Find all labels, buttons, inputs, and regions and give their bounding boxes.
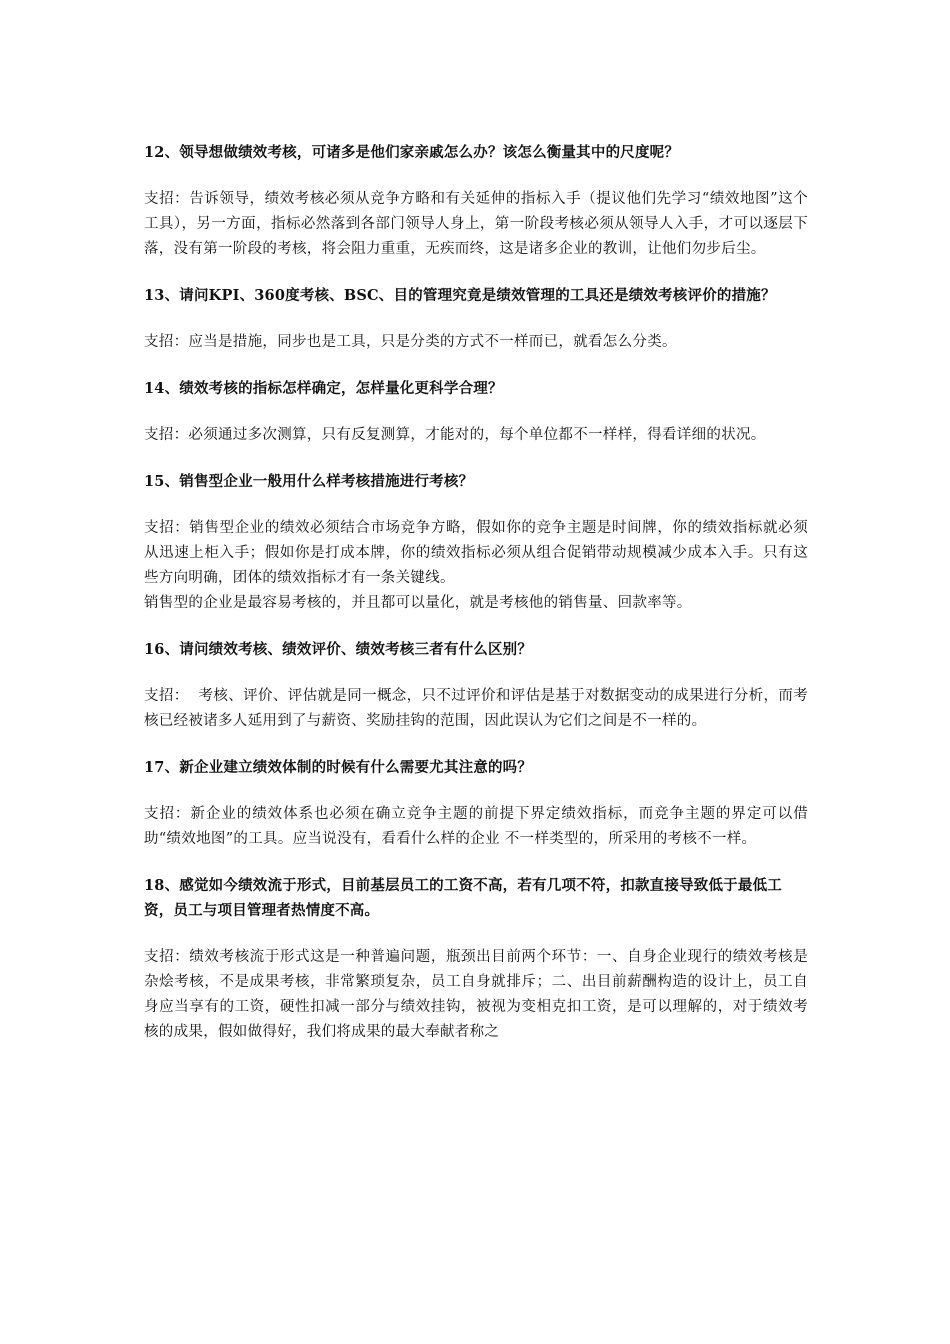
answer-14 [144, 423, 808, 448]
question-16: 16、请问绩效考核、绩效评价、绩效考核三者有什么区别？ [144, 641, 533, 658]
qa-item-14 [144, 376, 808, 448]
answer-paragraph: 支招：应当是措施，同步也是工具，只是分类的方式不一样而已，就看怎么分类。 [144, 334, 677, 350]
question-14: 14、绩效考核的指标怎样确定，怎样量化更科学合理？ [144, 380, 503, 397]
question-18: 18、感觉如今绩效流于形式，目前基层员工的工资不高，若有几项不符，扣款直接导致低于最低工资，员工与项目管理者热情度不高。 [144, 877, 782, 919]
answer-paragraph: 支招：绩效考核流于形式这是一种普遍问题，瓶颈出目前两个环节：一、自身企业现行的绩效考核是杂烩考核，不是成果考核，非常繁琐复杂，员工自身就排斥；二、出目前薪酬构造的设计上，员工自身应当享有的工资，硬性扣减一部分与绩效挂钩，被视为变相克扣工资，是可以理解的，对于绩效考核的成果，假如做得好，我们将成果的最大奉献者称之 [144, 949, 808, 1040]
answer-17 [144, 802, 808, 852]
answer-12 [144, 187, 808, 262]
document-page [144, 140, 808, 1066]
answer-paragraph: 支招：销售型企业的绩效必须结合市场竞争方略，假如你的竞争主题是时间牌，你的绩效指标就必须从迅速上柜入手；假如你是打成本牌，你的绩效指标必须从组合促销带动规模减少成本入手。只有这些方向明确，团体的绩效指标才有一条关键线。 [144, 520, 808, 586]
qa-item-15 [144, 469, 808, 616]
answer-13 [144, 330, 808, 355]
qa-item-17 [144, 755, 808, 852]
answer-paragraph: 支招：必须通过多次测算，只有反复测算，才能对的，每个单位都不一样样，得看详细的状况。 [144, 427, 766, 443]
qa-item-13 [144, 283, 808, 355]
question-12: 12、领导想做绩效考核，可诸多是他们家亲戚怎么办？该怎么衡量其中的尺度呢？ [144, 144, 680, 161]
answer-paragraph: 支招：新企业的绩效体系也必须在确立竞争主题的前提下界定绩效指标，而竞争主题的界定可以借助“绩效地图”的工具。应当说没有，看看什么样的企业 不一样类型的，所采用的考核不一样。 [144, 806, 808, 847]
answer-paragraph: 支招：告诉领导，绩效考核必须从竞争方略和有关延伸的指标入手（提议他们先学习“绩效地图”这个工具），另一方面，指标必然落到各部门领导人身上，第一阶段考核必须从领导人入手，才可以逐层下落，没有第一阶段的考核，将会阻力重重，无疾而终，这是诸多企业的教训，让他们勿步后尘。 [144, 191, 808, 257]
qa-item-18 [144, 873, 808, 1045]
qa-item-16 [144, 637, 808, 734]
answer-18 [144, 945, 808, 1045]
answer-paragraph: 支招： 考核、评价、评估就是同一概念，只不过评价和评估是基于对数据变动的成果进行分析，而考核已经被诸多人延用到了与薪资、奖励挂钩的范围，因此误认为它们之间是不一样的。 [144, 688, 808, 729]
question-17: 17、新企业建立绩效体制的时候有什么需要尤其注意的吗？ [144, 759, 533, 776]
answer-16 [144, 684, 808, 734]
qa-item-12 [144, 140, 808, 262]
question-13: 13、请问KPI、360度考核、BSC、目的管理究竟是绩效管理的工具还是绩效考核评价的措施？ [144, 287, 776, 304]
answer-paragraph: 销售型的企业是最容易考核的，并且都可以量化，就是考核他的销售量、回款率等。 [144, 595, 692, 611]
question-15: 15、销售型企业一般用什么样考核措施进行考核？ [144, 473, 474, 490]
answer-15 [144, 516, 808, 616]
